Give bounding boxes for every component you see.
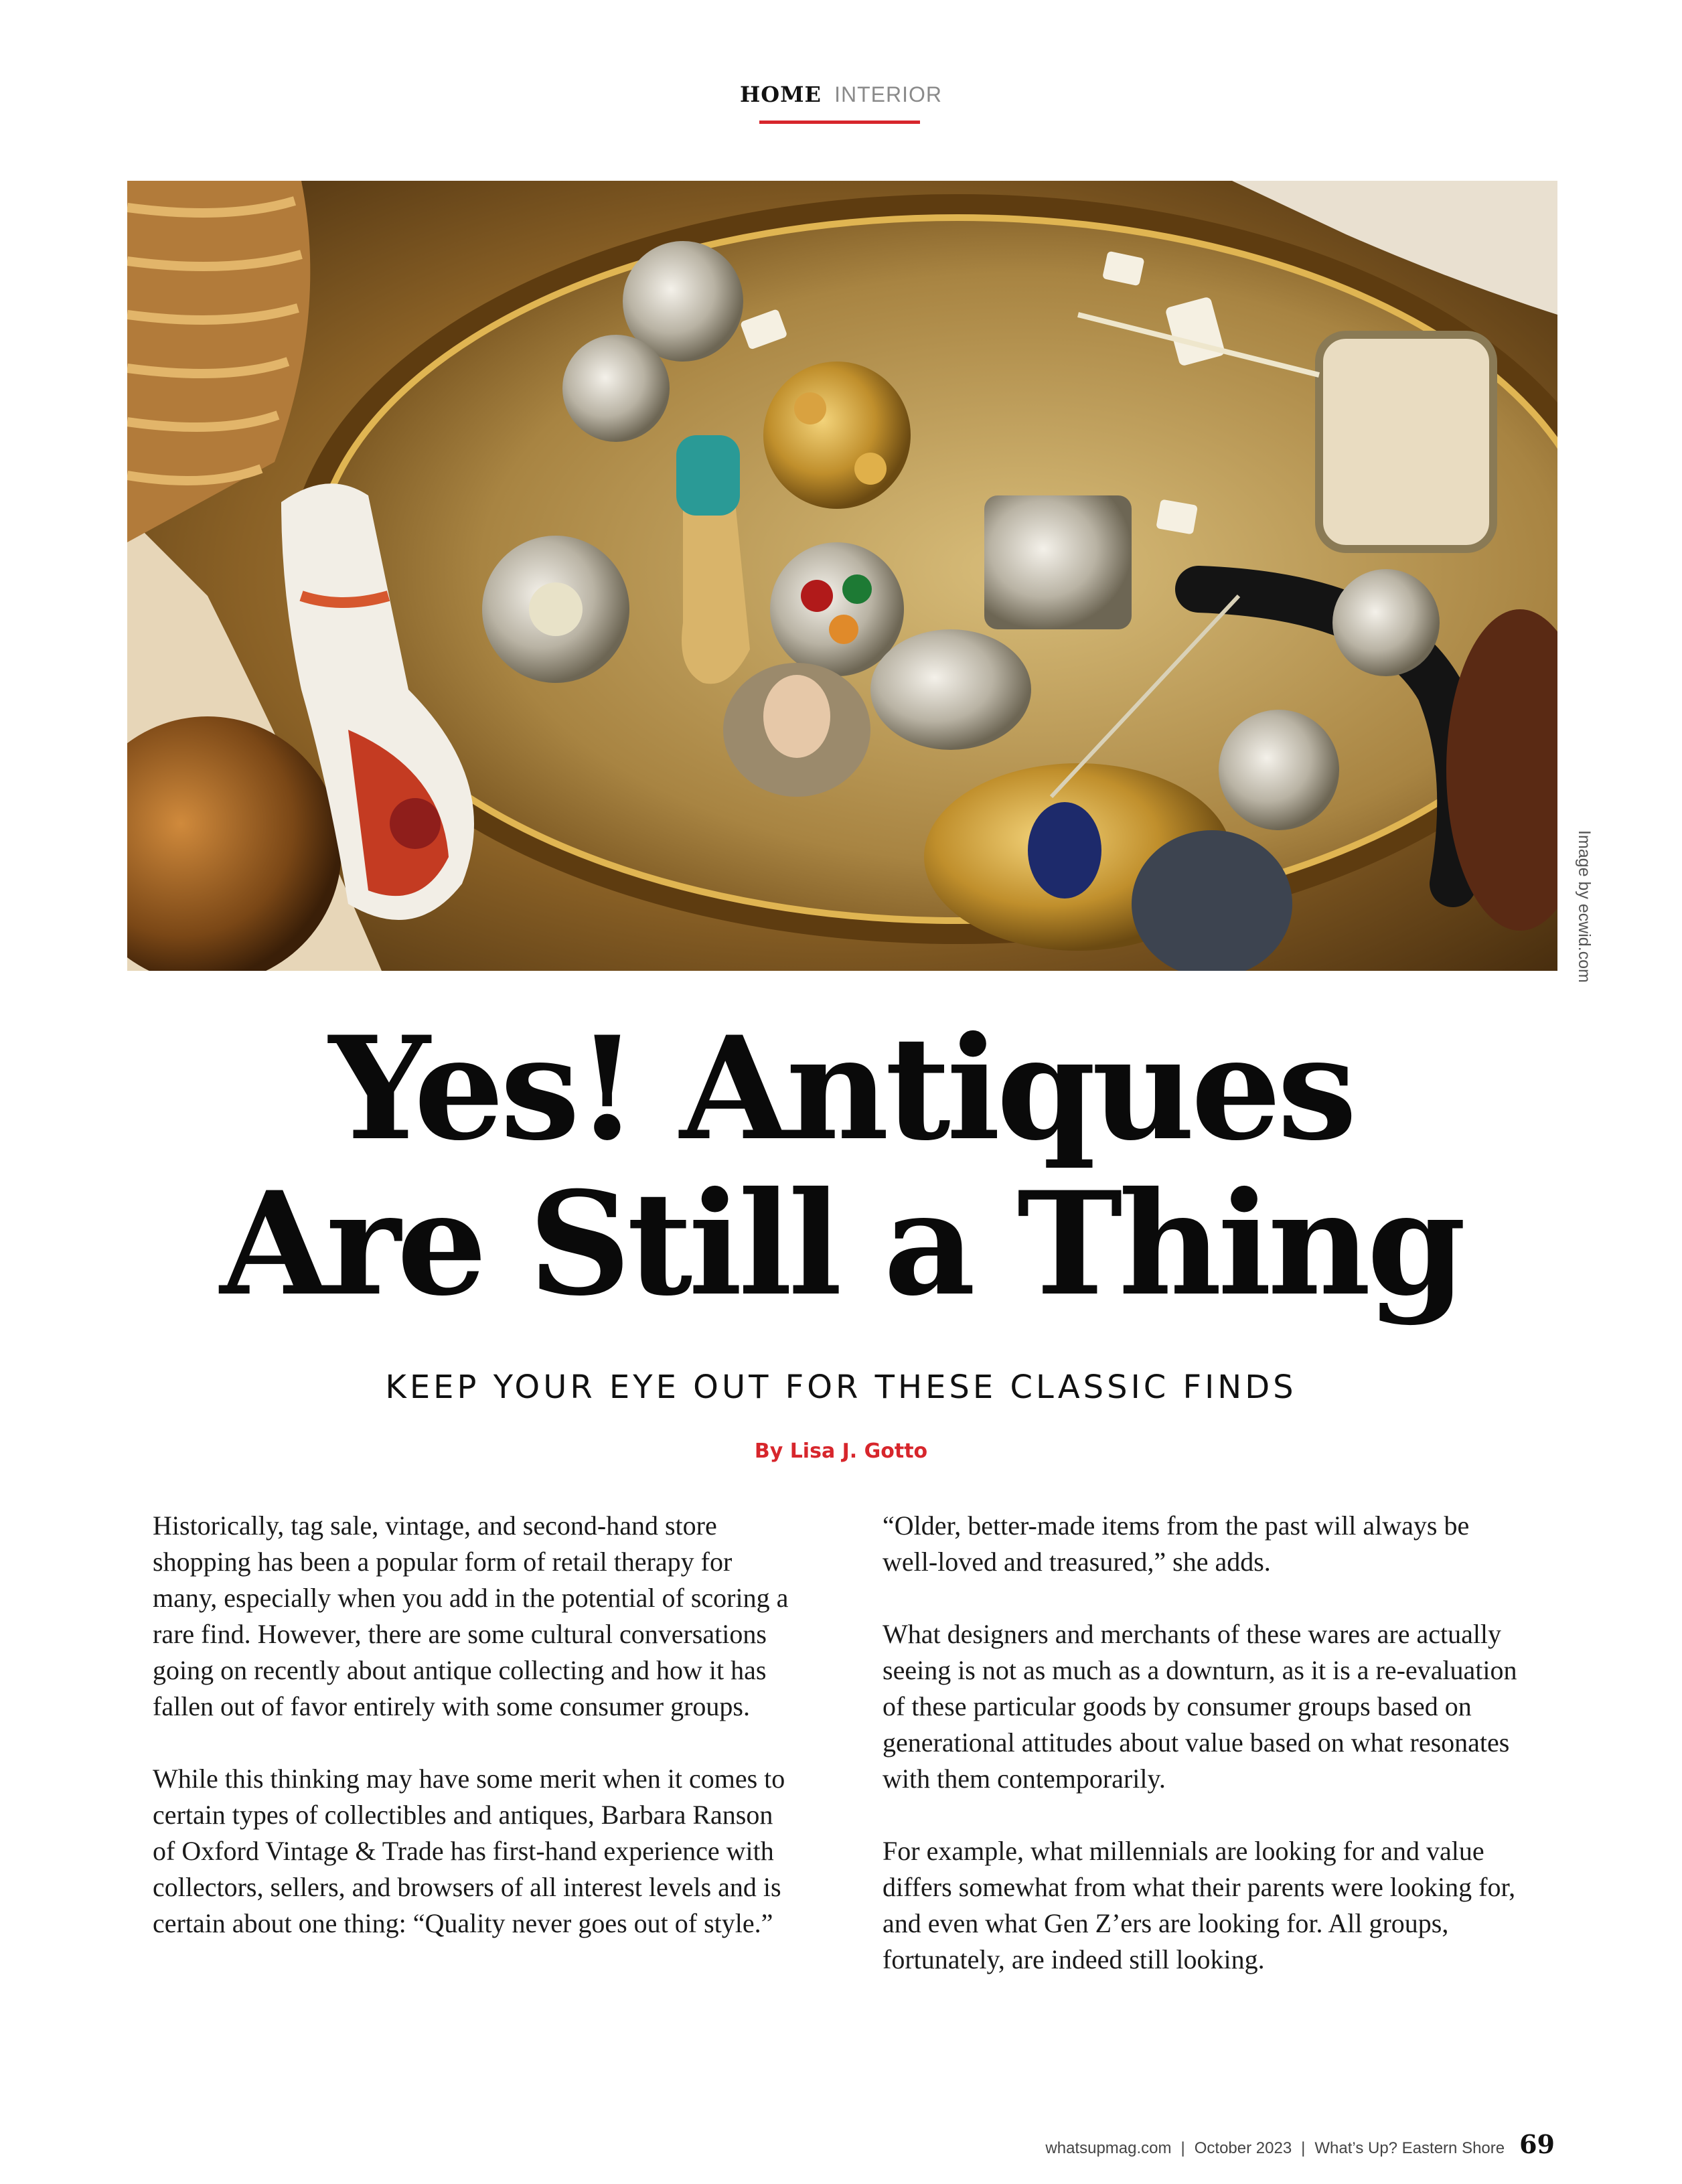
footer-issue: October 2023: [1194, 2139, 1292, 2157]
headline-line-2: Are Still a Thing: [220, 1160, 1462, 1327]
hero-photo-antique-jewelry-tray: [127, 181, 1557, 971]
footer-separator: |: [1301, 2139, 1306, 2157]
page-footer: [1045, 2129, 1555, 2159]
footer-separator: |: [1180, 2139, 1185, 2157]
body-column-right: [883, 1508, 1525, 2014]
headline: [0, 1005, 1682, 1327]
byline: By Lisa J. Gotto: [754, 1439, 928, 1463]
headline-line-1: Yes! Antiques: [329, 1005, 1353, 1172]
body-paragraph: While this thinking may have some merit when it comes to certain types of collectibles and antiques, Barbara Ranson of Oxford Vintage & Trade has first-hand experience with collectors, sellers, and browsers of all interest levels and is certain about one thing: “Quality never goes out of style.”: [153, 1764, 785, 1938]
photo-credit: Image by ecwid.com: [1575, 830, 1594, 983]
body-paragraph: What designers and merchants of these wares are actually seeing is not as much as a downturn, as it is a re-evaluation of these particular goods by consumer groups based on generational attitudes about value based on what resonates with them contemporarily.: [883, 1619, 1517, 1794]
subhead: KEEP YOUR EYE OUT FOR THESE CLASSIC FINDS: [385, 1369, 1297, 1406]
footer-site: whatsupmag.com: [1045, 2139, 1172, 2157]
body-paragraph: Historically, tag sale, vintage, and second-hand store shopping has been a popular form of retail therapy for many, especially when you add in the potential of scoring a rare find. However, there are some cultural conversations going on recently about antique collecting and how it has fallen out of favor entirely with some consumer groups.: [153, 1510, 789, 1721]
body-paragraph: For example, what millennials are looking for and value differs somewhat from what their parents were looking for, and even what Gen Z’ers are looking for. All groups, fortunately, are indeed still looking.: [883, 1836, 1516, 1974]
section-label: [0, 82, 1682, 107]
section-rule: [759, 121, 920, 124]
body-column-left: [153, 1508, 795, 1978]
body-paragraph: “Older, better-made items from the past will always be well-loved and treasured,” she adds.: [883, 1510, 1470, 1577]
footer-publication: What’s Up? Eastern Shore: [1314, 2139, 1505, 2157]
section-subname: INTERIOR: [834, 82, 942, 106]
section-name: HOME: [740, 82, 822, 107]
page-number: 69: [1519, 2129, 1555, 2159]
